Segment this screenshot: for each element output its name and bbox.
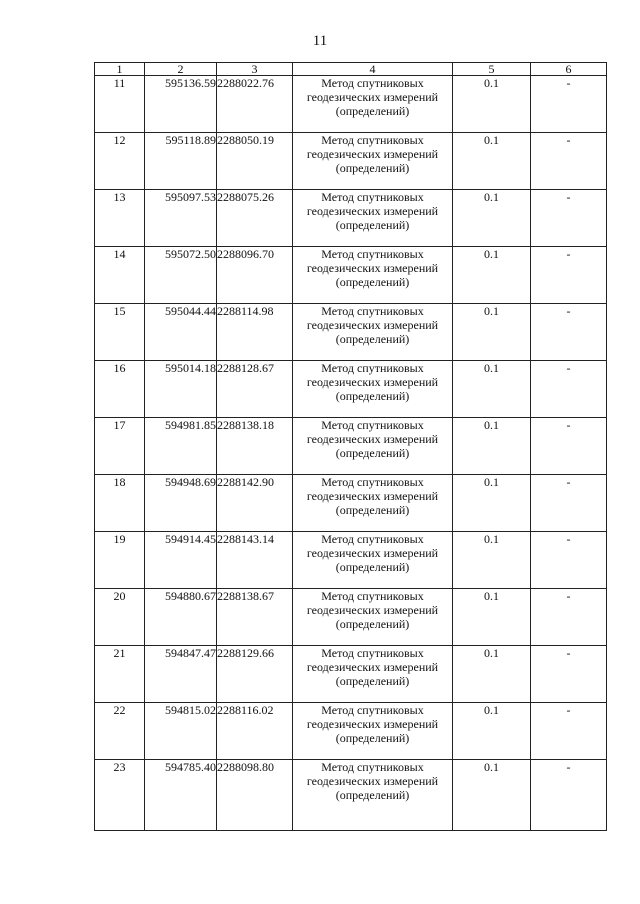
table-row xyxy=(95,190,607,247)
note-cell: - xyxy=(531,646,607,703)
coordinates-table xyxy=(94,62,607,831)
table-row xyxy=(95,589,607,646)
method-cell: Метод спутниковых геодезических измерений (определений) xyxy=(293,475,453,532)
method-cell: Метод спутниковых геодезических измерений (определений) xyxy=(293,133,453,190)
method-cell: Метод спутниковых геодезических измерений (определений) xyxy=(293,190,453,247)
accuracy-cell: 0.1 xyxy=(453,418,531,475)
method-cell: Метод спутниковых геодезических измерений (определений) xyxy=(293,532,453,589)
table-row xyxy=(95,133,607,190)
table-row xyxy=(95,76,607,133)
x-coordinate-cell: 594815.02 xyxy=(145,703,217,760)
accuracy-cell: 0.1 xyxy=(453,304,531,361)
column-header: 1 xyxy=(95,63,145,76)
accuracy-cell: 0.1 xyxy=(453,475,531,532)
y-coordinate-cell: 2288129.66 xyxy=(217,646,293,703)
column-header: 4 xyxy=(293,63,453,76)
note-cell: - xyxy=(531,190,607,247)
point-number-cell: 13 xyxy=(95,190,145,247)
table-row xyxy=(95,304,607,361)
x-coordinate-cell: 594981.85 xyxy=(145,418,217,475)
y-coordinate-cell: 2288116.02 xyxy=(217,703,293,760)
note-cell: - xyxy=(531,475,607,532)
accuracy-cell: 0.1 xyxy=(453,646,531,703)
point-number-cell: 16 xyxy=(95,361,145,418)
column-header: 2 xyxy=(145,63,217,76)
accuracy-cell: 0.1 xyxy=(453,133,531,190)
point-number-cell: 18 xyxy=(95,475,145,532)
method-cell: Метод спутниковых геодезических измерений (определений) xyxy=(293,76,453,133)
point-number-cell: 14 xyxy=(95,247,145,304)
table-row xyxy=(95,475,607,532)
y-coordinate-cell: 2288022.76 xyxy=(217,76,293,133)
note-cell: - xyxy=(531,703,607,760)
table-row xyxy=(95,703,607,760)
note-cell: - xyxy=(531,133,607,190)
method-cell: Метод спутниковых геодезических измерений (определений) xyxy=(293,418,453,475)
y-coordinate-cell: 2288128.67 xyxy=(217,361,293,418)
note-cell: - xyxy=(531,532,607,589)
method-cell: Метод спутниковых геодезических измерений (определений) xyxy=(293,703,453,760)
method-cell: Метод спутниковых геодезических измерений (определений) xyxy=(293,760,453,831)
point-number-cell: 15 xyxy=(95,304,145,361)
accuracy-cell: 0.1 xyxy=(453,760,531,831)
point-number-cell: 19 xyxy=(95,532,145,589)
x-coordinate-cell: 595014.18 xyxy=(145,361,217,418)
table-row xyxy=(95,646,607,703)
accuracy-cell: 0.1 xyxy=(453,532,531,589)
table-row xyxy=(95,760,607,831)
point-number-cell: 17 xyxy=(95,418,145,475)
table-row xyxy=(95,247,607,304)
column-header: 6 xyxy=(531,63,607,76)
method-cell: Метод спутниковых геодезических измерений (определений) xyxy=(293,589,453,646)
table-row xyxy=(95,361,607,418)
y-coordinate-cell: 2288138.67 xyxy=(217,589,293,646)
column-header: 3 xyxy=(217,63,293,76)
x-coordinate-cell: 594785.40 xyxy=(145,760,217,831)
method-cell: Метод спутниковых геодезических измерений (определений) xyxy=(293,646,453,703)
page-number: 11 xyxy=(312,33,328,49)
note-cell: - xyxy=(531,760,607,831)
method-cell: Метод спутниковых геодезических измерений (определений) xyxy=(293,304,453,361)
note-cell: - xyxy=(531,247,607,304)
point-number-cell: 11 xyxy=(95,76,145,133)
y-coordinate-cell: 2288143.14 xyxy=(217,532,293,589)
y-coordinate-cell: 2288138.18 xyxy=(217,418,293,475)
y-coordinate-cell: 2288050.19 xyxy=(217,133,293,190)
x-coordinate-cell: 594948.69 xyxy=(145,475,217,532)
table-row xyxy=(95,532,607,589)
x-coordinate-cell: 595118.89 xyxy=(145,133,217,190)
accuracy-cell: 0.1 xyxy=(453,589,531,646)
accuracy-cell: 0.1 xyxy=(453,76,531,133)
note-cell: - xyxy=(531,361,607,418)
column-header: 5 xyxy=(453,63,531,76)
y-coordinate-cell: 2288096.70 xyxy=(217,247,293,304)
point-number-cell: 12 xyxy=(95,133,145,190)
x-coordinate-cell: 594880.67 xyxy=(145,589,217,646)
y-coordinate-cell: 2288098.80 xyxy=(217,760,293,831)
method-cell: Метод спутниковых геодезических измерений (определений) xyxy=(293,361,453,418)
table-header-row xyxy=(95,63,607,76)
point-number-cell: 23 xyxy=(95,760,145,831)
x-coordinate-cell: 594914.45 xyxy=(145,532,217,589)
point-number-cell: 22 xyxy=(95,703,145,760)
accuracy-cell: 0.1 xyxy=(453,703,531,760)
table-body xyxy=(95,76,607,831)
x-coordinate-cell: 595072.50 xyxy=(145,247,217,304)
accuracy-cell: 0.1 xyxy=(453,361,531,418)
x-coordinate-cell: 595136.59 xyxy=(145,76,217,133)
y-coordinate-cell: 2288075.26 xyxy=(217,190,293,247)
x-coordinate-cell: 595044.44 xyxy=(145,304,217,361)
table-row xyxy=(95,418,607,475)
y-coordinate-cell: 2288114.98 xyxy=(217,304,293,361)
accuracy-cell: 0.1 xyxy=(453,190,531,247)
point-number-cell: 21 xyxy=(95,646,145,703)
x-coordinate-cell: 594847.47 xyxy=(145,646,217,703)
accuracy-cell: 0.1 xyxy=(453,247,531,304)
note-cell: - xyxy=(531,418,607,475)
x-coordinate-cell: 595097.53 xyxy=(145,190,217,247)
note-cell: - xyxy=(531,304,607,361)
point-number-cell: 20 xyxy=(95,589,145,646)
y-coordinate-cell: 2288142.90 xyxy=(217,475,293,532)
note-cell: - xyxy=(531,76,607,133)
method-cell: Метод спутниковых геодезических измерений (определений) xyxy=(293,247,453,304)
note-cell: - xyxy=(531,589,607,646)
